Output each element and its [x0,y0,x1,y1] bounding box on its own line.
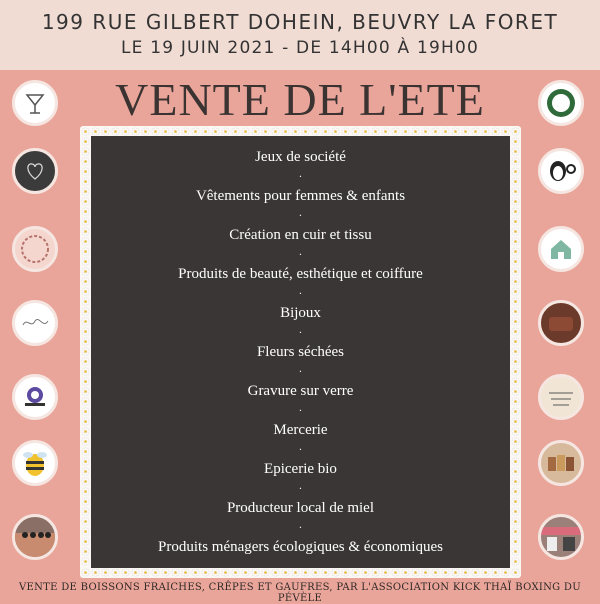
daisy-flower [221,127,229,135]
daisy-flower [81,407,89,415]
daisy-flower [81,547,89,555]
daisy-flower [151,127,159,135]
daisy-flower [511,327,519,335]
daisy-flower [511,557,519,565]
daisy-flower [501,568,509,576]
daisy-flower [511,197,519,205]
brown-product-logo [538,300,584,346]
daisy-flower [81,157,89,165]
daisy-flower [201,127,209,135]
daisy-flower [181,127,189,135]
daisy-flower [511,437,519,445]
daisy-flower [81,297,89,305]
daisy-flower [311,127,319,135]
daisy-flower [341,127,349,135]
daisy-flower [511,317,519,325]
daisy-flower [81,357,89,365]
daisy-flower [511,297,519,305]
daisy-flower [81,207,89,215]
daisy-flower [511,257,519,265]
daisy-flower [81,367,89,375]
poster-title: VENTE DE L'ETE [115,74,485,125]
list-item: Fleurs séchées [256,344,345,360]
daisy-flower [511,447,519,455]
daisy-flower [271,127,279,135]
daisy-flower [461,568,469,576]
daisy-flower [511,477,519,485]
daisy-flower [111,127,119,135]
daisy-flower [511,357,519,365]
daisy-flower [171,127,179,135]
daisy-flower [261,127,269,135]
daisy-flower [81,527,89,535]
daisy-flower [81,307,89,315]
daisy-flower [81,247,89,255]
daisy-flower [101,568,109,576]
daisy-flower [141,568,149,576]
daisy-flower [81,217,89,225]
daisy-flower [511,147,519,155]
daisy-flower [231,127,239,135]
daisy-flower [511,227,519,235]
daisy-flower [301,127,309,135]
daisy-flower [511,237,519,245]
daisy-flower [451,127,459,135]
daisy-flower [81,447,89,455]
daisy-flower [391,568,399,576]
daisy-flower [511,497,519,505]
heart-logo [12,148,58,194]
daisy-flower [81,277,89,285]
daisy-flower [121,127,129,135]
daisy-flower [341,568,349,576]
daisy-flower [221,568,229,576]
circle-badge-logo [538,80,584,126]
daisy-flower [511,277,519,285]
daisy-flower [81,467,89,475]
separator-dot: . [298,481,303,492]
list-item: Vêtements pour femmes & enfants [195,188,406,204]
daisy-flower [81,177,89,185]
jewelry-text-logo [538,374,584,420]
daisy-flower [511,467,519,475]
daisy-flower [81,127,89,135]
daisy-flower [111,568,119,576]
daisy-flower [511,517,519,525]
bee-logo [12,440,58,486]
daisy-flower [501,127,509,135]
daisy-flower [401,568,409,576]
list-item: Gravure sur verre [247,383,354,399]
daisy-flower [251,568,259,576]
daisy-flower [331,568,339,576]
daisy-flower [511,177,519,185]
daisy-flower [361,568,369,576]
event-date: LE 19 JUIN 2021 - DE 14H00 À 19H00 [120,38,479,58]
daisy-flower [271,568,279,576]
daisy-flower [81,397,89,405]
daisy-flower [81,437,89,445]
storefront-logo [538,514,584,560]
daisy-flower [81,377,89,385]
daisy-flower [81,187,89,195]
daisy-flower [251,127,259,135]
daisy-flower [81,347,89,355]
daisy-flower [81,387,89,395]
penguin-logo [538,148,584,194]
daisy-flower [511,457,519,465]
daisy-flower [511,347,519,355]
daisy-flower [381,568,389,576]
separator-dot: . [298,208,303,219]
script-logo [12,300,58,346]
daisy-flower [81,568,89,576]
daisy-flower [171,568,179,576]
daisy-flower [131,127,139,135]
daisy-flower [371,568,379,576]
daisy-flower [511,337,519,345]
daisy-flower [511,267,519,275]
daisy-flower [381,127,389,135]
list-item: Mercerie [273,422,328,438]
daisy-flower [331,127,339,135]
daisy-flower [511,137,519,145]
list-item: Produits de beauté, esthétique et coiffure [178,266,423,282]
daisy-flower [511,187,519,195]
daisy-flower [351,568,359,576]
daisy-flower [81,147,89,155]
list-item: Création en cuir et tissu [229,227,372,243]
daisy-flower [421,568,429,576]
daisy-flower [81,267,89,275]
daisy-flower [411,568,419,576]
daisy-flower [191,568,199,576]
separator-dot: . [298,169,303,180]
daisy-flower [81,317,89,325]
daisy-flower [281,127,289,135]
list-item: Produits ménagers écologiques & économiques [158,539,443,555]
daisy-flower [281,568,289,576]
daisy-flower [511,397,519,405]
daisy-flower [411,127,419,135]
daisy-flower [461,127,469,135]
daisy-flower [141,127,149,135]
house-logo [538,226,584,272]
daisy-flower [491,127,499,135]
daisy-flower [201,568,209,576]
daisy-flower [441,127,449,135]
separator-dot: . [298,325,303,336]
daisy-flower [261,568,269,576]
daisy-flower [291,127,299,135]
daisy-flower [361,127,369,135]
daisy-flower [81,237,89,245]
daisy-flower [81,537,89,545]
daisy-flower [451,568,459,576]
daisy-flower [101,127,109,135]
daisy-flower [511,167,519,175]
daisy-flower [511,287,519,295]
daisy-flower [511,527,519,535]
separator-dot: . [298,364,303,375]
wreath-logo [12,226,58,272]
daisy-flower [291,568,299,576]
event-address: 199 RUE GILBERT DOHEIN, BEUVRY LA FORET [41,10,559,34]
daisy-flower [301,568,309,576]
daisy-flower [211,568,219,576]
daisy-flower [81,167,89,175]
daisy-flower [431,127,439,135]
daisy-flower [131,568,139,576]
daisy-flower [91,127,99,135]
daisy-flower [161,568,169,576]
daisy-flower [511,217,519,225]
daisy-flower [231,568,239,576]
daisy-flower [511,247,519,255]
daisy-flower [81,337,89,345]
daisy-flower [241,127,249,135]
daisy-flower [81,507,89,515]
separator-dot: . [298,520,303,531]
daisy-flower [81,327,89,335]
group-photo-logo [12,514,58,560]
daisy-flower [511,537,519,545]
separator-dot: . [298,403,303,414]
list-item: Producteur local de miel [226,500,375,516]
daisy-flower [511,367,519,375]
daisy-flower [81,557,89,565]
daisy-flower [511,487,519,495]
daisy-flower [81,427,89,435]
daisy-flower [491,568,499,576]
daisy-flower [121,568,129,576]
daisy-flower [511,377,519,385]
separator-dot: . [298,247,303,258]
daisy-flower [81,487,89,495]
daisy-flower [481,568,489,576]
daisy-flower [211,127,219,135]
daisy-flower [81,457,89,465]
daisy-flower [321,127,329,135]
daisy-flower [81,197,89,205]
daisy-flower [511,417,519,425]
daisy-flower [81,477,89,485]
daisy-flower [511,387,519,395]
daisy-flower [321,568,329,576]
daisy-flower [511,507,519,515]
daisy-flower [81,497,89,505]
daisy-flower [81,257,89,265]
daisy-flower [391,127,399,135]
daisy-flower [511,568,519,576]
cocktail-glass-logo [12,80,58,126]
list-item: Jeux de société [255,149,346,165]
daisy-flower [351,127,359,135]
daisy-flower [81,417,89,425]
list-item: Bijoux [280,305,321,321]
daisy-flower [511,157,519,165]
daisy-flower [161,127,169,135]
daisy-flower [181,568,189,576]
separator-dot: . [298,442,303,453]
daisy-flower [511,307,519,315]
daisy-flower [371,127,379,135]
separator-dot: . [298,286,303,297]
daisy-flower [151,568,159,576]
daisy-flower [81,137,89,145]
daisy-flower [311,568,319,576]
daisy-flower [511,547,519,555]
daisy-flower [471,127,479,135]
daisy-flower [431,568,439,576]
daisy-flower [191,127,199,135]
daisy-flower [511,427,519,435]
daisy-flower [471,568,479,576]
daisy-flower [441,568,449,576]
daisy-flower [421,127,429,135]
daisy-flower [511,127,519,135]
vendor-list-panel [91,136,510,568]
daisy-flower [81,287,89,295]
daisy-flower [481,127,489,135]
daisy-flower [511,207,519,215]
daisy-flower [241,568,249,576]
footer-note: VENTE DE BOISSONS FRAICHES, CRÊPES ET GAUFRES, PAR L'ASSOCIATION KICK THAÏ BOXING DU PÉVÈLE [19,582,581,604]
jars-logo [538,440,584,486]
daisy-flower [81,227,89,235]
daisy-flower [81,517,89,525]
snail-logo [12,374,58,420]
daisy-flower [401,127,409,135]
daisy-flower [91,568,99,576]
list-item: Epicerie bio [264,461,337,477]
daisy-flower [511,407,519,415]
